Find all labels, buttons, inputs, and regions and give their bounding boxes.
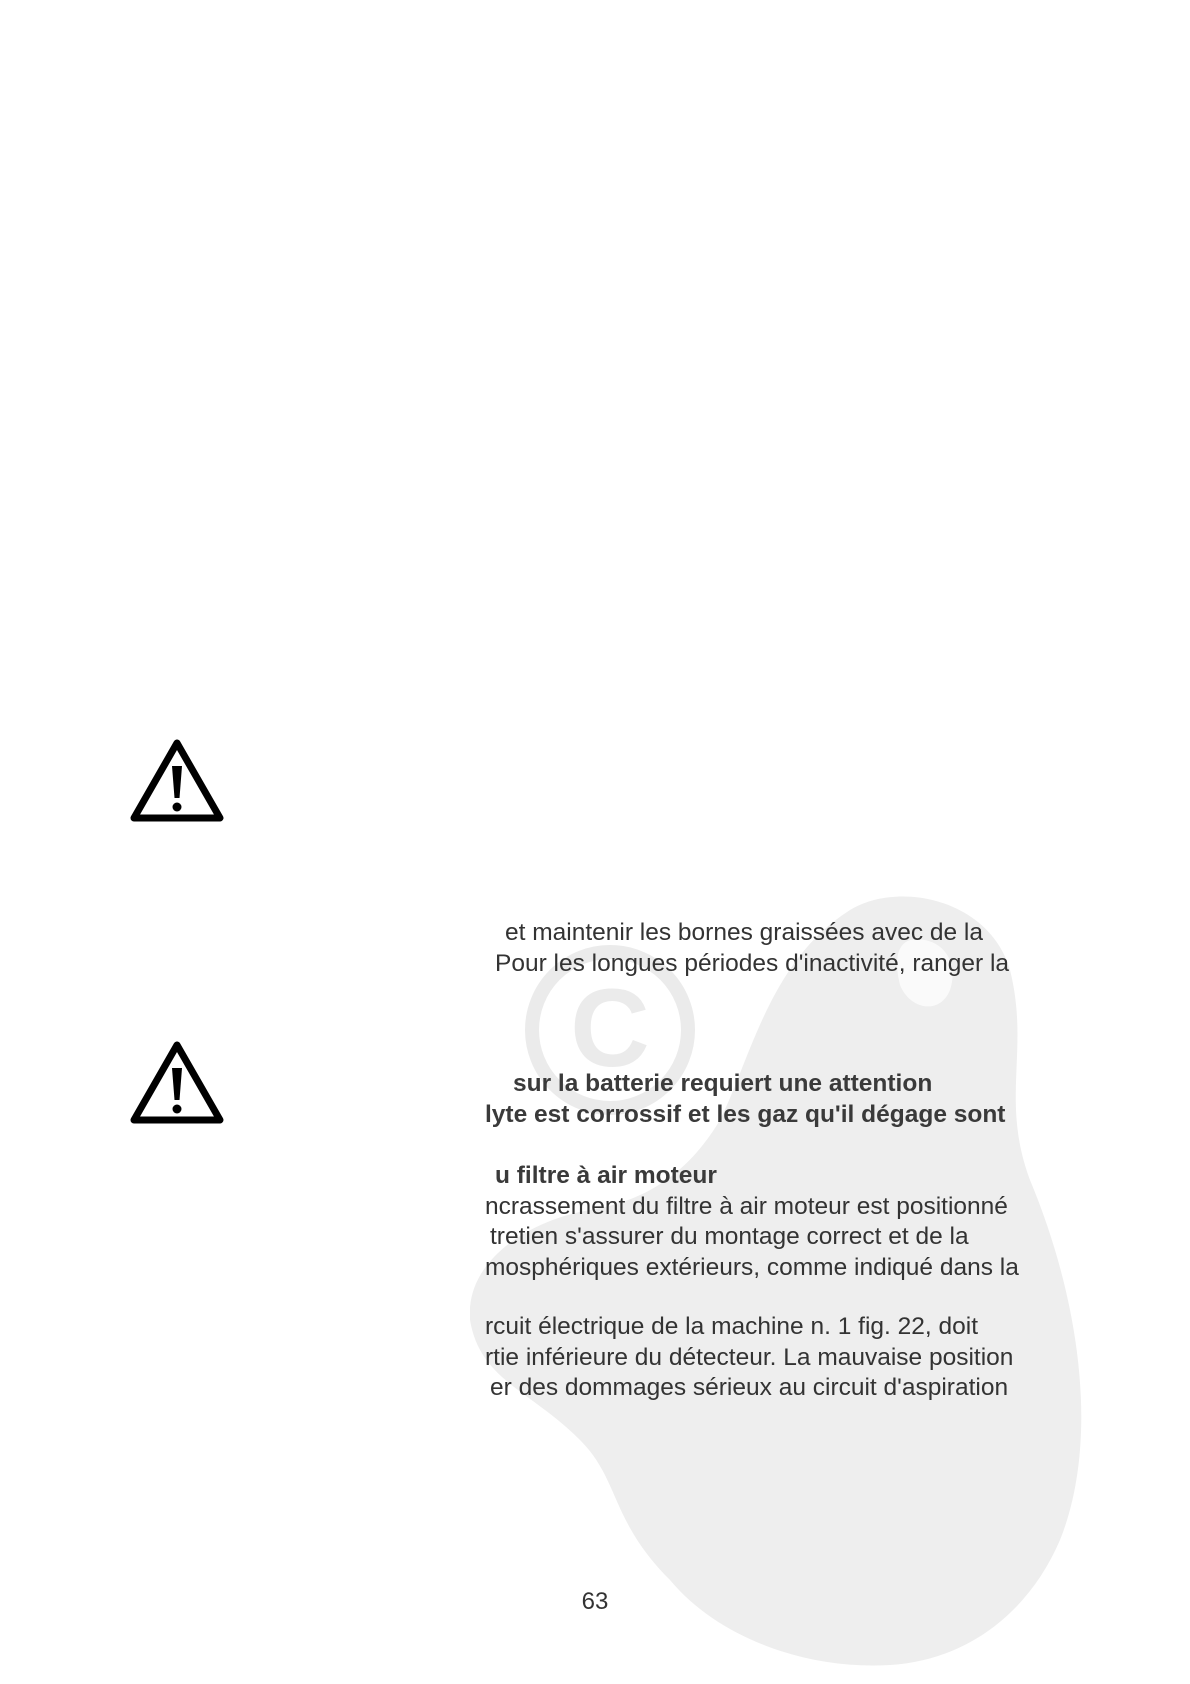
text-line: rtie inférieure du détecteur. La mauvaise position <box>485 1343 1014 1371</box>
text-line: et maintenir les bornes graissées avec de la <box>505 919 984 946</box>
section-heading: u filtre à air moteur <box>495 1162 717 1189</box>
text-line: er des dommages sérieux au circuit d'aspiration <box>490 1374 1009 1401</box>
battery-warning-paragraph <box>485 1069 1065 1130</box>
air-filter-section <box>485 1161 1065 1283</box>
text-line: tretien s'assurer du montage correct et de la <box>490 1223 969 1250</box>
text-line: mosphériques extérieurs, comme indiqué dans la <box>485 1253 1019 1281</box>
text-line: lyte est corrossif et les gaz qu'il dégage sont <box>485 1100 1006 1128</box>
svg-text:C: C <box>570 967 650 1090</box>
circuit-paragraph <box>485 1312 1065 1404</box>
page-number: 63 <box>581 1588 609 1615</box>
text-line: ncrassement du filtre à air moteur est positionné <box>485 1192 1008 1220</box>
battery-care-paragraph <box>485 918 1065 979</box>
text-line: sur la batterie requiert une attention <box>513 1070 933 1097</box>
text-line: Pour les longues périodes d'inactivité, ranger la <box>495 949 1010 977</box>
warning-triangle-icon <box>129 1040 225 1126</box>
warning-triangle-icon <box>129 738 225 824</box>
text-line: rcuit électrique de la machine n. 1 fig. 22, doit <box>485 1313 979 1340</box>
